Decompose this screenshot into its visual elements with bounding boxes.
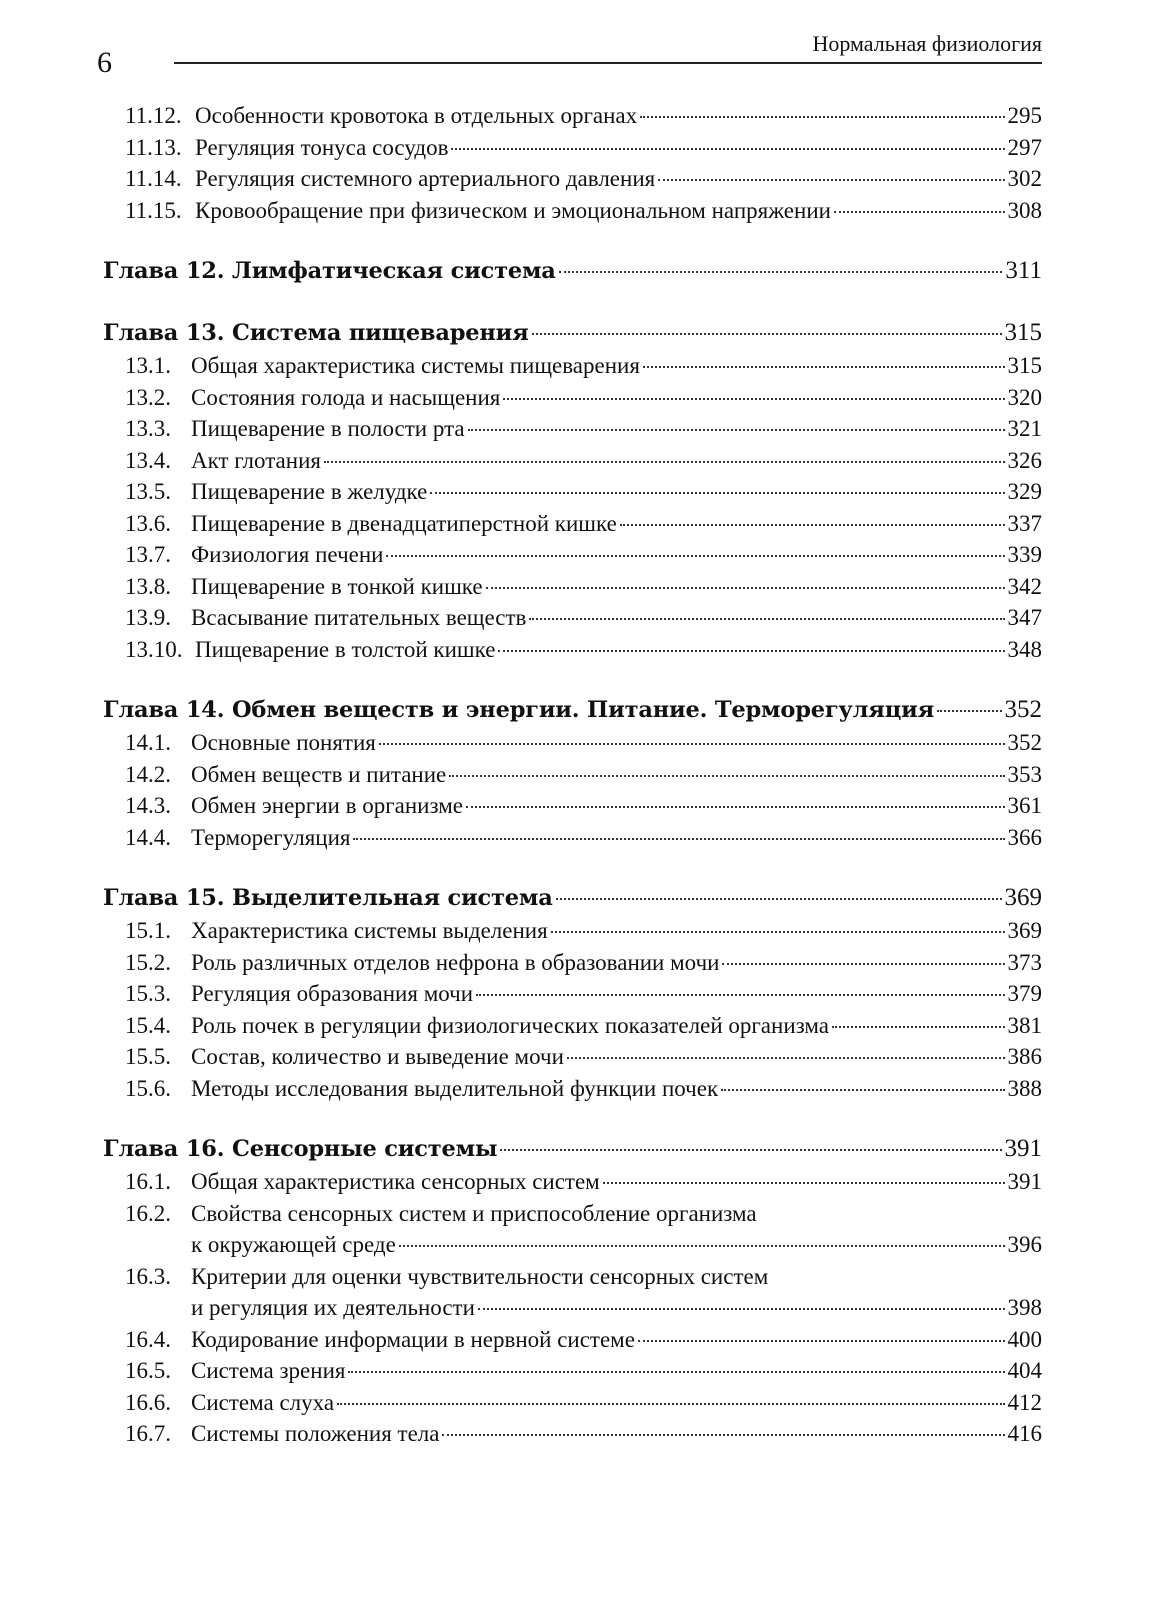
toc-entry bbox=[103, 1010, 1042, 1042]
page-reference: 396 bbox=[1007, 1232, 1042, 1257]
dot-leader bbox=[348, 1371, 1004, 1373]
page-reference: 388 bbox=[1007, 1075, 1042, 1101]
section-number: 13.6. bbox=[125, 510, 171, 536]
section-number: 13.8. bbox=[125, 573, 171, 599]
header-rule bbox=[174, 62, 1042, 64]
section-title-continued: и регуляция их деятельности bbox=[191, 1295, 475, 1320]
section-number: 15.1. bbox=[125, 918, 171, 943]
chapter-title: Глава 12. Лимфатическая система bbox=[103, 258, 556, 284]
toc-entry bbox=[103, 571, 1042, 603]
section-title: Обмен веществ и питание bbox=[191, 761, 447, 787]
toc-entry bbox=[103, 1073, 1042, 1105]
toc-entry bbox=[103, 822, 1042, 854]
page-reference: 311 bbox=[1005, 257, 1042, 284]
section-title: Пищеварение в полости рта bbox=[191, 416, 465, 441]
section-title: Роль различных отделов нефрона в образовании мочи bbox=[191, 949, 720, 975]
section-number: 13.2. bbox=[125, 384, 171, 410]
section-title: Состояния голода и насыщения bbox=[191, 384, 501, 410]
dot-leader bbox=[532, 333, 1002, 335]
toc-entry bbox=[103, 100, 1042, 132]
page-reference: 297 bbox=[1007, 134, 1042, 160]
toc-entry bbox=[103, 915, 1042, 947]
dot-leader bbox=[503, 398, 1004, 400]
section-number: 13.3. bbox=[125, 416, 171, 441]
section-title: Всасывание питательных веществ bbox=[191, 605, 527, 630]
section-title: Акт глотания bbox=[191, 447, 321, 473]
section-title: Регуляция системного артериального давления bbox=[195, 166, 656, 191]
section-number: 16.6. bbox=[125, 1389, 171, 1415]
section-number: 15.5. bbox=[125, 1044, 171, 1069]
section-number: 15.4. bbox=[125, 1012, 171, 1038]
section-number: 13.7. bbox=[125, 542, 171, 567]
section-title: Критерии для оценки чувствительности сенсорных систем bbox=[191, 1263, 769, 1289]
section-title: Пищеварение в тонкой кишке bbox=[191, 573, 483, 599]
page-number: 6 bbox=[97, 46, 112, 79]
page-reference: 315 bbox=[1004, 319, 1042, 346]
section-number: 16.5. bbox=[125, 1358, 171, 1383]
section-number: 14.4. bbox=[125, 824, 171, 850]
running-title: Нормальная физиология bbox=[812, 31, 1042, 56]
section-number: 15.6. bbox=[125, 1075, 171, 1101]
page-reference: 404 bbox=[1007, 1358, 1042, 1383]
dot-leader bbox=[379, 743, 1005, 745]
section-title: Основные понятия bbox=[191, 730, 376, 755]
page-reference: 348 bbox=[1007, 636, 1042, 662]
toc-entry bbox=[103, 508, 1042, 540]
page-reference: 329 bbox=[1007, 479, 1042, 504]
dot-leader bbox=[620, 524, 1005, 526]
section-number: 16.7. bbox=[125, 1421, 171, 1446]
section-number: 13.9. bbox=[125, 605, 171, 630]
dot-leader bbox=[721, 1089, 1004, 1091]
section-number: 14.2. bbox=[125, 761, 171, 787]
chapter-title: Глава 15. Выделительная система bbox=[103, 885, 553, 911]
toc-entry bbox=[103, 634, 1042, 666]
dot-leader bbox=[498, 650, 1004, 652]
page-reference: 369 bbox=[1007, 918, 1042, 943]
section-title: Свойства сенсорных систем и приспособление организма bbox=[191, 1200, 757, 1226]
section-number: 14.3. bbox=[125, 793, 171, 818]
page-reference: 353 bbox=[1007, 761, 1042, 787]
section-title: Регуляция тонуса сосудов bbox=[195, 134, 449, 160]
dot-leader bbox=[640, 116, 1004, 118]
toc-chapter bbox=[103, 693, 1042, 727]
page-reference: 391 bbox=[1007, 1169, 1042, 1194]
section-title: Особенности кровотока в отдельных органах bbox=[195, 103, 638, 128]
toc-entry bbox=[103, 1355, 1042, 1387]
page-reference: 342 bbox=[1007, 573, 1042, 599]
chapter-title: Глава 16. Сенсорные системы bbox=[103, 1136, 498, 1162]
page-reference: 347 bbox=[1007, 605, 1042, 630]
dot-leader bbox=[658, 179, 1004, 181]
section-title: Пищеварение в желудке bbox=[191, 479, 428, 504]
section-title: Система зрения bbox=[191, 1358, 346, 1383]
section-number: 15.3. bbox=[125, 981, 171, 1006]
dot-leader bbox=[559, 271, 1003, 273]
section-number: 16.4. bbox=[125, 1326, 171, 1352]
section-title: Общая характеристика системы пищеварения bbox=[191, 353, 640, 378]
toc-entry bbox=[103, 790, 1042, 822]
toc-entry bbox=[103, 350, 1042, 382]
dot-leader bbox=[834, 211, 1005, 213]
section-title-continued: к окружающей среде bbox=[191, 1232, 396, 1257]
toc-entry bbox=[103, 1418, 1042, 1450]
toc-entry bbox=[103, 163, 1042, 195]
section-number: 13.1. bbox=[125, 353, 171, 378]
dot-leader bbox=[399, 1245, 1005, 1247]
section-title: Пищеварение в толстой кишке bbox=[195, 636, 496, 662]
table-of-contents bbox=[103, 100, 1042, 1450]
section-number: 13.5. bbox=[125, 479, 171, 504]
toc-entry bbox=[103, 1041, 1042, 1073]
dot-leader bbox=[478, 1308, 1005, 1310]
page-reference: 315 bbox=[1007, 353, 1042, 378]
section-number: 11.14. bbox=[125, 166, 182, 191]
toc-chapter bbox=[103, 254, 1042, 288]
toc-chapter bbox=[103, 881, 1042, 915]
section-title: Кровообращение при физическом и эмоциональном напряжении bbox=[195, 197, 831, 223]
page-reference: 366 bbox=[1007, 824, 1042, 850]
section-title: Системы положения тела bbox=[191, 1421, 440, 1446]
section-title: Физиология печени bbox=[191, 542, 384, 567]
dot-leader bbox=[567, 1057, 1005, 1059]
page-reference: 352 bbox=[1007, 730, 1042, 755]
dot-leader bbox=[551, 931, 1005, 933]
toc-entry bbox=[103, 727, 1042, 759]
toc-entry bbox=[103, 602, 1042, 634]
dot-leader bbox=[500, 1149, 1001, 1151]
dot-leader bbox=[468, 429, 1005, 431]
toc-entry bbox=[103, 1198, 1042, 1261]
section-title: Кодирование информации в нервной системе bbox=[191, 1326, 635, 1352]
dot-leader bbox=[449, 775, 1004, 777]
page-reference: 379 bbox=[1007, 981, 1042, 1006]
dot-leader bbox=[353, 838, 1004, 840]
section-title: Роль почек в регуляции физиологических показателей организма bbox=[191, 1012, 830, 1038]
dot-leader bbox=[638, 1340, 1005, 1342]
toc-entry bbox=[103, 947, 1042, 979]
dot-leader bbox=[486, 587, 1005, 589]
section-number: 11.12. bbox=[125, 103, 182, 128]
toc-entry bbox=[103, 1324, 1042, 1356]
page-reference: 416 bbox=[1007, 1421, 1042, 1446]
chapter-title: Глава 14. Обмен веществ и энергии. Питание. Терморегуляция bbox=[103, 697, 935, 723]
page-reference: 352 bbox=[1004, 696, 1042, 723]
section-title: Система слуха bbox=[191, 1389, 335, 1415]
page-reference: 373 bbox=[1007, 949, 1042, 975]
section-number: 11.13. bbox=[125, 134, 182, 160]
page-reference: 295 bbox=[1007, 103, 1042, 128]
toc-entry bbox=[103, 195, 1042, 227]
page-reference: 339 bbox=[1007, 542, 1042, 567]
dot-leader bbox=[529, 618, 1004, 620]
page-reference: 386 bbox=[1007, 1044, 1042, 1069]
dot-leader bbox=[603, 1182, 1005, 1184]
section-title: Характеристика системы выделения bbox=[191, 918, 548, 943]
section-title: Терморегуляция bbox=[191, 824, 351, 850]
dot-leader bbox=[832, 1026, 1004, 1028]
section-number: 11.15. bbox=[125, 197, 182, 223]
section-title: Регуляция образования мочи bbox=[191, 981, 474, 1006]
page-reference: 302 bbox=[1007, 166, 1042, 191]
dot-leader bbox=[337, 1403, 1004, 1405]
chapter-title: Глава 13. Система пищеварения bbox=[103, 320, 529, 346]
dot-leader bbox=[430, 492, 1004, 494]
section-number: 14.1. bbox=[125, 730, 171, 755]
toc-entry bbox=[103, 382, 1042, 414]
dot-leader bbox=[451, 148, 1004, 150]
toc-entry bbox=[103, 1166, 1042, 1198]
dot-leader bbox=[466, 806, 1005, 808]
page-reference: 337 bbox=[1007, 510, 1042, 536]
dot-leader bbox=[556, 898, 1002, 900]
page-reference: 369 bbox=[1004, 884, 1042, 911]
section-number: 15.2. bbox=[125, 949, 171, 975]
section-title: Методы исследования выделительной функции почек bbox=[191, 1075, 719, 1101]
dot-leader bbox=[386, 555, 1004, 557]
page-reference: 412 bbox=[1007, 1389, 1042, 1415]
section-number: 16.3. bbox=[125, 1263, 171, 1289]
section-number: 16.2. bbox=[125, 1200, 171, 1226]
page-reference: 391 bbox=[1004, 1135, 1042, 1162]
page-reference: 381 bbox=[1007, 1012, 1042, 1038]
toc-entry bbox=[103, 445, 1042, 477]
section-title: Обмен энергии в организме bbox=[191, 793, 463, 818]
page-reference: 320 bbox=[1007, 384, 1042, 410]
section-number: 13.10. bbox=[125, 636, 183, 662]
page-reference: 398 bbox=[1007, 1295, 1042, 1320]
page-reference: 308 bbox=[1007, 197, 1042, 223]
toc-entry bbox=[103, 476, 1042, 508]
dot-leader bbox=[324, 461, 1005, 463]
toc-entry bbox=[103, 132, 1042, 164]
toc-entry bbox=[103, 978, 1042, 1010]
page-reference: 326 bbox=[1007, 447, 1042, 473]
page-reference: 400 bbox=[1007, 1326, 1042, 1352]
dot-leader bbox=[442, 1434, 1004, 1436]
toc-entry bbox=[103, 413, 1042, 445]
page-reference: 361 bbox=[1007, 793, 1042, 818]
toc-entry bbox=[103, 1387, 1042, 1419]
section-title: Состав, количество и выведение мочи bbox=[191, 1044, 564, 1069]
dot-leader bbox=[643, 366, 1005, 368]
section-title: Общая характеристика сенсорных систем bbox=[191, 1169, 600, 1194]
section-title: Пищеварение в двенадцатиперстной кишке bbox=[191, 510, 617, 536]
dot-leader bbox=[722, 963, 1004, 965]
toc-chapter bbox=[103, 316, 1042, 350]
dot-leader bbox=[937, 710, 1001, 712]
toc-entry bbox=[103, 1261, 1042, 1324]
section-number: 16.1. bbox=[125, 1169, 171, 1194]
section-number: 13.4. bbox=[125, 447, 171, 473]
page-reference: 321 bbox=[1007, 416, 1042, 441]
toc-entry bbox=[103, 539, 1042, 571]
toc-entry bbox=[103, 759, 1042, 791]
toc-chapter bbox=[103, 1132, 1042, 1166]
dot-leader bbox=[476, 994, 1004, 996]
